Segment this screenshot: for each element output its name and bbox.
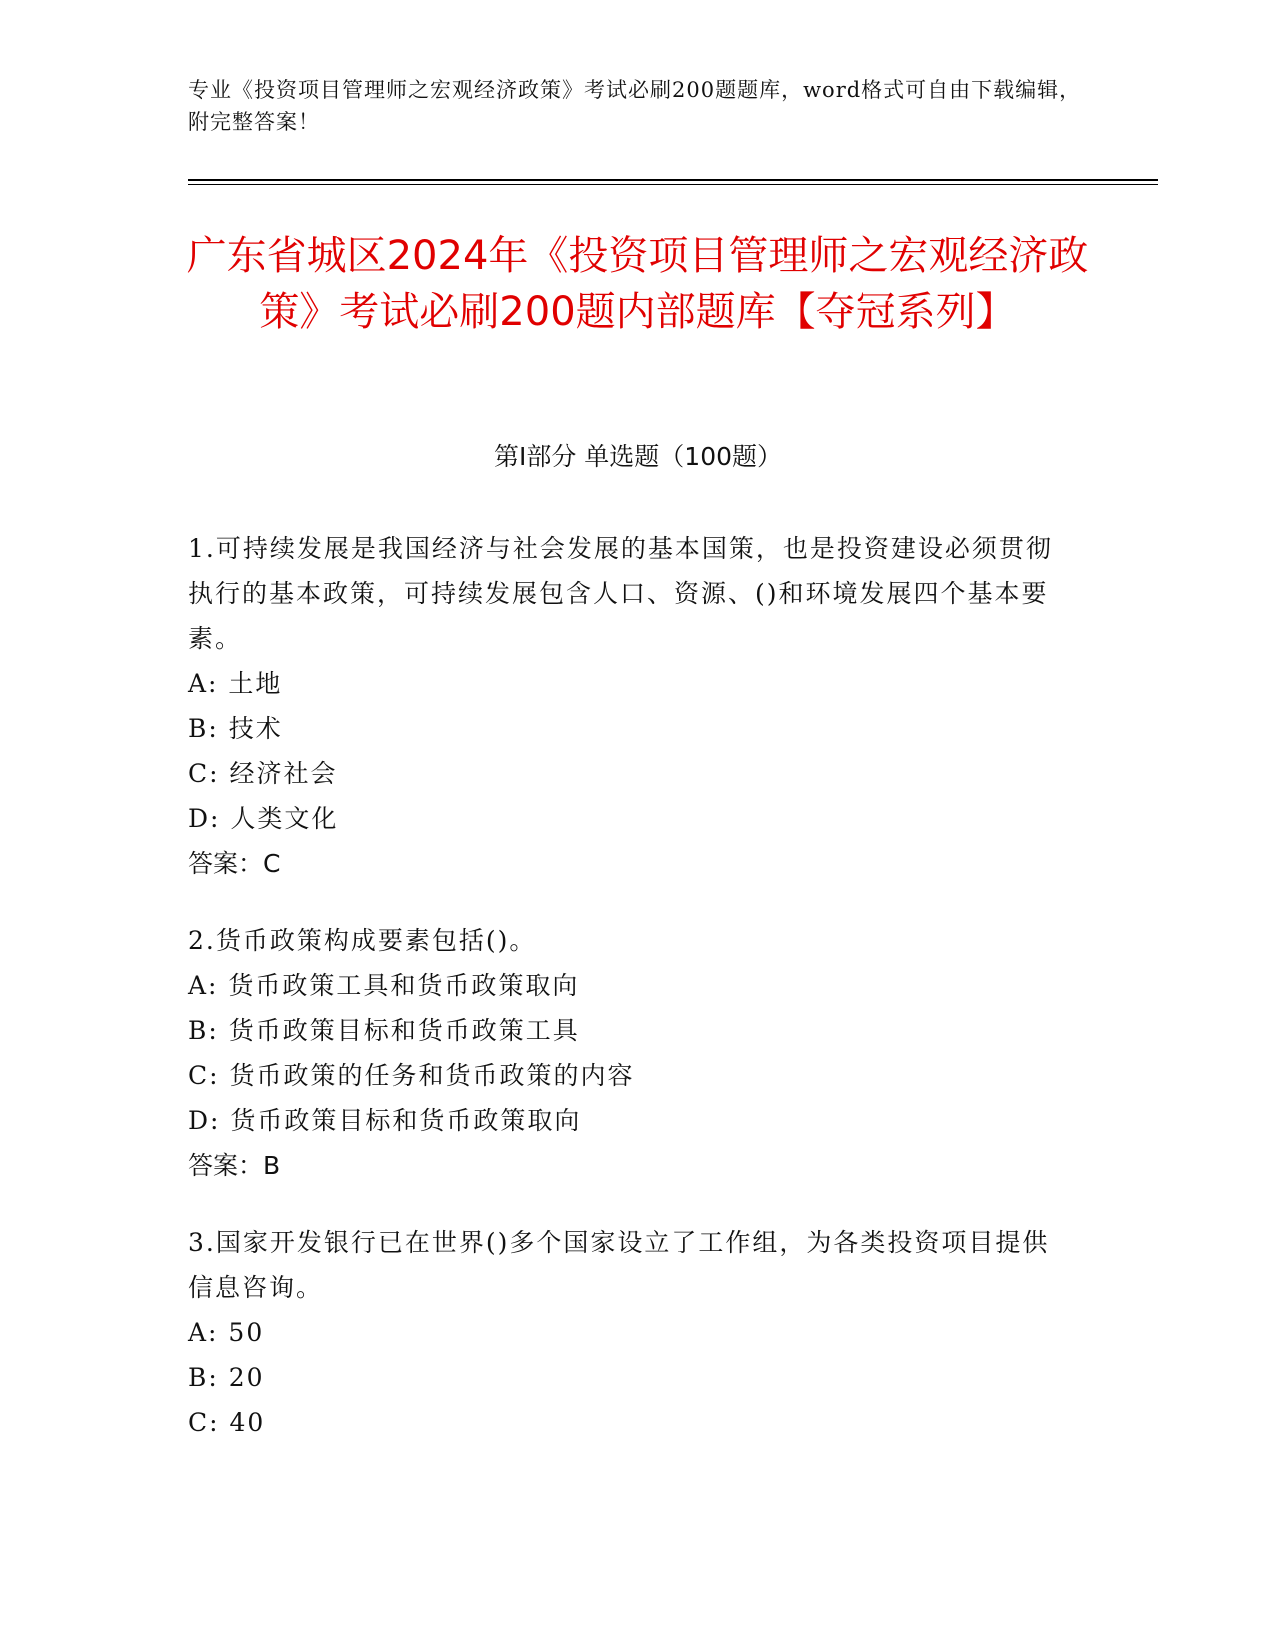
answer-line: 答案：C (188, 849, 281, 878)
option-b: B: 20 (188, 1363, 265, 1392)
option-a: A: 土地 (188, 669, 283, 698)
question-stem: 3.国家开发银行已在世界()多个国家设立了工作组，为各类投资项目提供信息咨询。 (188, 1228, 1050, 1302)
option-a: A: 50 (188, 1318, 265, 1347)
question-1 (188, 526, 1068, 886)
header-divider-thin (188, 184, 1158, 185)
document-title: 广东省城区2024年《投资项目管理师之宏观经济政策》考试必刷200题内部题库【夺冠系列】 (186, 233, 1089, 335)
header-note: 专业《投资项目管理师之宏观经济政策》考试必刷200题题库，word格式可自由下载编辑，附完整答案！ (188, 78, 1082, 134)
option-d: D: 货币政策目标和货币政策取向 (188, 1106, 582, 1135)
option-c: C: 40 (188, 1408, 266, 1437)
question-3 (188, 1220, 1068, 1445)
option-b: B: 技术 (188, 714, 283, 743)
question-list (188, 526, 1068, 1477)
option-d: D: 人类文化 (188, 804, 339, 833)
option-b: B: 货币政策目标和货币政策工具 (188, 1016, 580, 1045)
question-stem: 2.货币政策构成要素包括()。 (188, 926, 537, 955)
question-stem: 1.可持续发展是我国经济与社会发展的基本国策，也是投资建设必须贯彻执行的基本政策，可持续发展包含人口、资源、()和环境发展四个基本要素。 (188, 534, 1053, 653)
section-title: 第I部分 单选题（100题） (493, 442, 783, 471)
answer-line: 答案：B (188, 1151, 281, 1180)
option-c: C: 经济社会 (188, 759, 338, 788)
question-2 (188, 918, 1068, 1188)
option-c: C: 货币政策的任务和货币政策的内容 (188, 1061, 635, 1090)
option-a: A: 货币政策工具和货币政策取向 (188, 971, 580, 1000)
header-divider-thick (188, 179, 1158, 181)
